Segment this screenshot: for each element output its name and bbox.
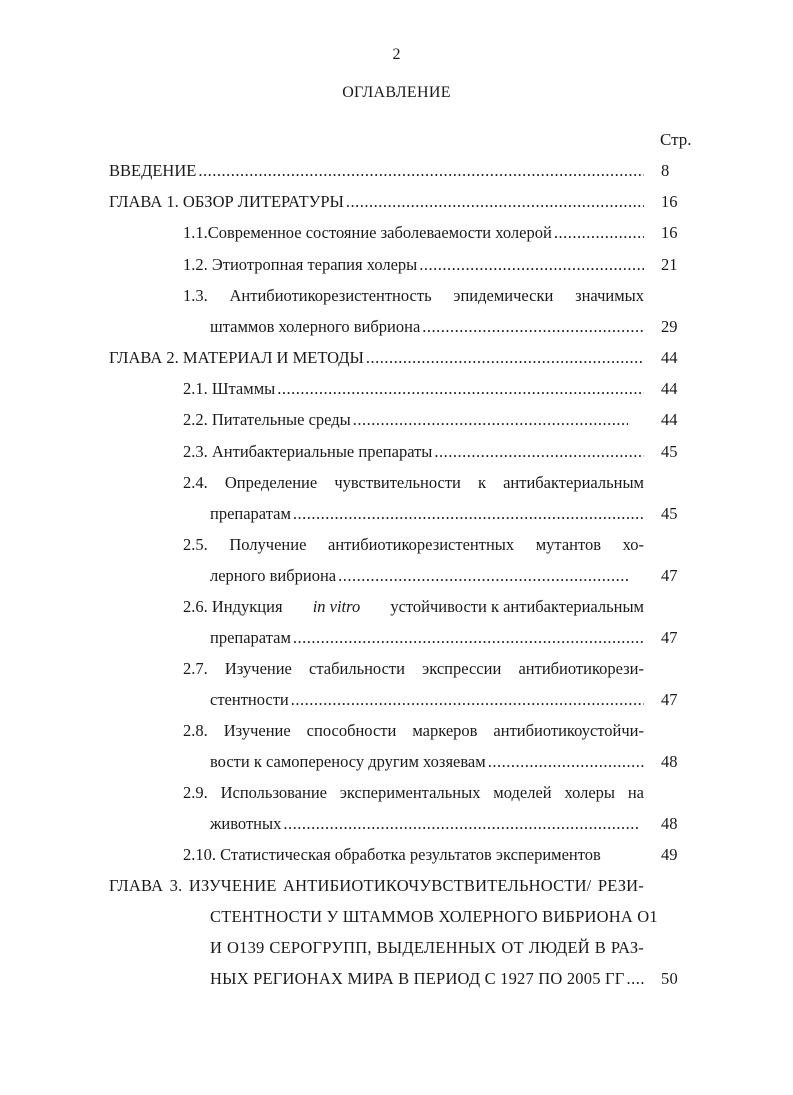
entry-page: 47 [661,690,678,709]
toc-entry-2-10[interactable] [0,842,793,868]
leader-dots [293,625,644,651]
leader-dots [198,158,644,184]
entry-text: 2.5. Получение антибиотикорезистентных мутантов хо- [183,535,644,554]
toc-entry-2-7-line-2[interactable] [0,687,793,713]
toc-entry-2-8-line-2[interactable] [0,749,793,775]
entry-page: 29 [661,317,678,336]
entry-page: 49 [661,845,678,864]
entry-page: 45 [661,504,678,523]
toc-entry-2-1[interactable] [0,376,793,402]
entry-text: ГЛАВА 1. ОБЗОР ЛИТЕРАТУРЫ [109,192,344,211]
entry-page: 47 [661,566,678,585]
toc-entry-chapter-3-line-3[interactable] [0,935,793,961]
toc-entry-2-7-line-1[interactable] [0,656,793,682]
entry-text: 1.1.Современное состояние заболеваемости холерой [183,223,552,242]
entry-text: препаратам [210,628,291,647]
entry-page: 16 [661,192,678,211]
leader-dots [338,563,630,589]
toc-title: ОГЛАВЛЕНИЕ [342,84,451,101]
leader-dots [291,687,644,713]
entry-text: препаратам [210,504,291,523]
entry-page: 48 [661,752,678,771]
entry-page: 21 [661,255,678,274]
entry-text: ВВЕДЕНИЕ [109,161,197,180]
entry-text: 2.7. Изучение стабильности экспрессии антибиотикорези- [183,659,644,678]
entry-page: 50 [661,969,678,988]
entry-text: стентности [210,690,289,709]
entry-text: вости к самопереносу другим хозяевам [210,752,486,771]
toc-entry-2-2[interactable] [0,407,793,433]
entry-text: И О139 СЕРОГРУПП, ВЫДЕЛЕННЫХ ОТ ЛЮДЕЙ В РАЗ- [210,938,644,957]
entry-text: штаммов холерного вибриона [210,317,421,336]
toc-entry-2-8-line-1[interactable] [0,718,793,744]
toc-entry-2-6-line-1[interactable] [0,594,793,620]
toc-entry-chapter-3-line-1[interactable] [0,873,793,899]
entry-page: 45 [661,442,678,461]
leader-dots [419,252,644,278]
leader-dots [283,811,638,837]
leader-dots [626,966,644,992]
entry-text: животных [210,814,282,833]
toc-entry-chapter-3-line-4[interactable] [0,966,793,992]
entry-page: 44 [661,379,678,398]
entry-text: НЫХ РЕГИОНАХ МИРА В ПЕРИОД С 1927 ПО 2005 ГГ [210,969,625,988]
entry-page: 8 [661,161,670,180]
toc-entry-2-4-line-2[interactable] [0,501,793,527]
entry-text: 1.3. Антибиотикорезистентность эпидемически значимых [183,286,644,305]
toc-entry-2-9-line-2[interactable] [0,811,793,837]
toc-entry-2-4-line-1[interactable] [0,470,793,496]
page-number: 2 [392,46,401,63]
entry-page: 44 [661,348,678,367]
toc-entry-1-2[interactable] [0,252,793,278]
entry-text: СТЕНТНОСТИ У ШТАММОВ ХОЛЕРНОГО ВИБРИОНА О1 [210,907,658,926]
entry-text: 2.3. Антибактериальные препараты [183,442,433,461]
entry-text: 2.8. Изучение способности маркеров антибиотикоустойчи- [183,721,644,740]
toc-entry-2-3[interactable] [0,439,793,465]
entry-text-a: 2.6. Индукция [183,597,283,616]
leader-dots [353,407,628,433]
leader-dots [554,220,644,246]
toc-entry-chapter-1[interactable] [0,189,793,215]
entry-text-b: устойчивости к антибактериальным [390,597,644,616]
entry-text: ГЛАВА 2. МАТЕРИАЛ И МЕТОДЫ [109,348,364,367]
entry-text: 2.9. Использование экспериментальных моделей холеры на [183,783,644,802]
leader-dots [277,376,644,402]
toc-entry-1-3-line-2[interactable] [0,314,793,340]
entry-text: лерного вибриона [210,566,337,585]
toc-entry-2-5-line-1[interactable] [0,532,793,558]
leader-dots [366,345,644,371]
entry-text: 2.1. Штаммы [183,379,276,398]
toc-entry-1-3-line-1[interactable] [0,283,793,309]
entry-page: 48 [661,814,678,833]
toc-entry-2-6-line-2[interactable] [0,625,793,651]
toc-entry-chapter-3-line-2[interactable] [0,904,793,930]
toc-entry-1-1[interactable] [0,220,793,246]
entry-page: 16 [661,223,678,242]
leader-dots [488,749,644,775]
entry-text: 1.2. Этиотропная терапия холеры [183,255,418,274]
toc-entry-2-5-line-2[interactable] [0,563,793,589]
entry-text [183,594,644,620]
leader-dots [346,189,644,215]
leader-dots [293,501,644,527]
entry-page: 44 [661,410,678,429]
entry-text-italic: in vitro [312,597,361,616]
toc-entry-chapter-2[interactable] [0,345,793,371]
page-column-header: Стр. [660,130,692,149]
leader-dots [422,314,644,340]
entry-text: ГЛАВА 3. ИЗУЧЕНИЕ АНТИБИОТИКОЧУВСТВИТЕЛЬНОСТИ/ РЕЗИ- [109,876,644,895]
entry-page: 47 [661,628,678,647]
entry-text: 2.2. Питательные среды [183,410,351,429]
toc-entry-2-9-line-1[interactable] [0,780,793,806]
entry-text: 2.10. Статистическая обработка результатов экспериментов [183,845,601,864]
entry-text: 2.4. Определение чувствительности к антибактериальным [183,473,644,492]
toc-entry-intro[interactable] [0,158,793,184]
leader-dots [434,439,644,465]
